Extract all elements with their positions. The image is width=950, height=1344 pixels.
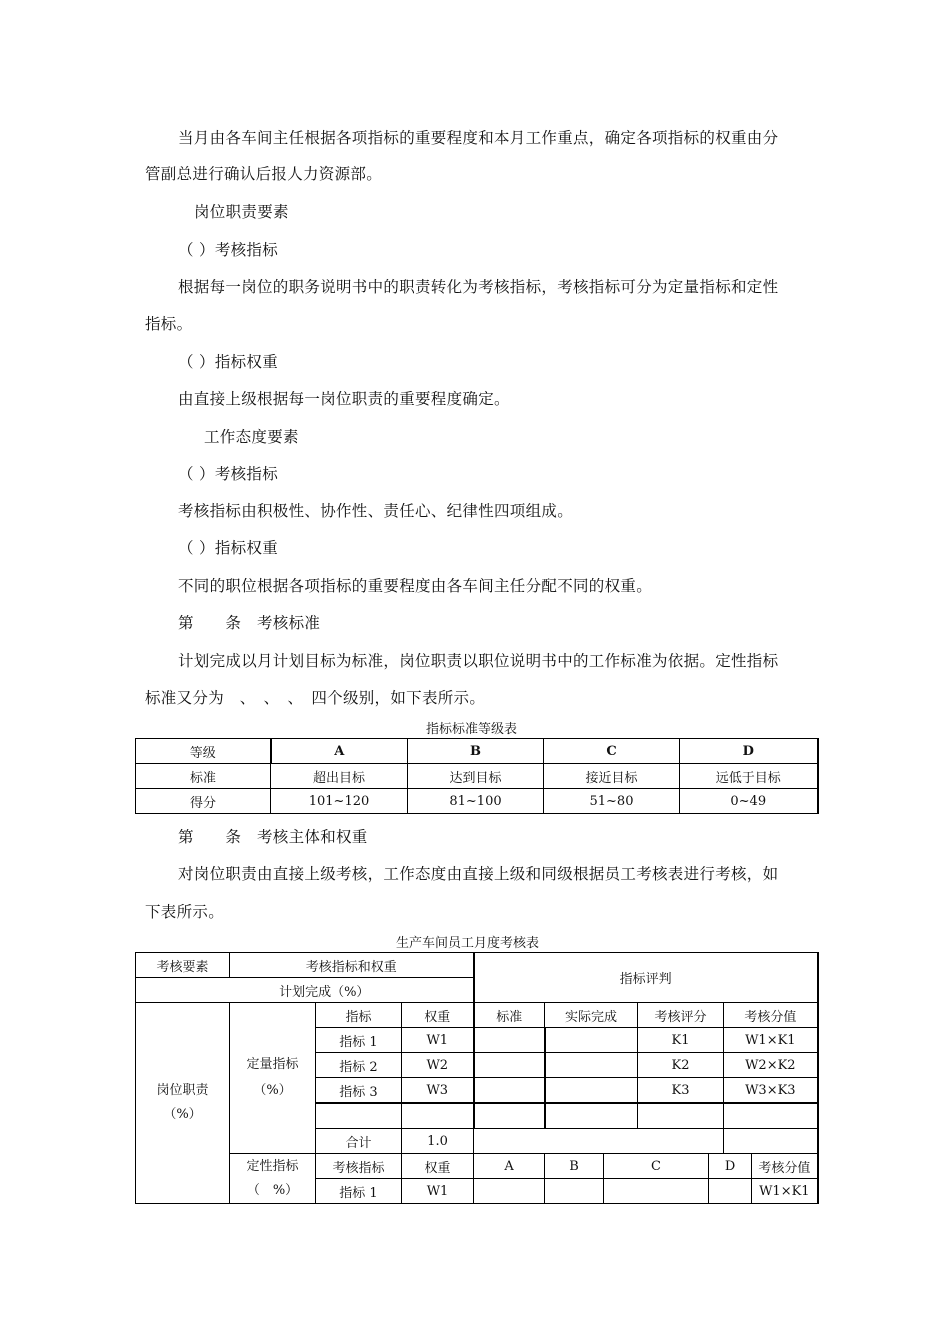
table-cell: 接近目标 bbox=[544, 764, 680, 789]
paragraph-line: 下表所示。 bbox=[145, 903, 225, 921]
paragraph-line: 对岗位职责由直接上级考核，工作态度由直接上级和同级根据员工考核表进行考核，如 bbox=[178, 865, 779, 883]
table-cell: 考核指标和权重 bbox=[230, 953, 474, 978]
table-cell: 标准 bbox=[136, 764, 271, 789]
paragraph-line: 计划完成以月计划目标为标准，岗位职责以职位说明书中的工作标准为依据。定性指标 bbox=[178, 652, 779, 670]
table-row bbox=[136, 789, 818, 814]
quant-label: 定量指标 bbox=[246, 1057, 299, 1072]
table-cell: A bbox=[474, 1154, 545, 1179]
table-cell: W1 bbox=[402, 1028, 474, 1053]
paragraph-line: 由直接上级根据每一岗位职责的重要程度确定。 bbox=[178, 390, 510, 408]
table-cell bbox=[474, 1103, 545, 1129]
table-cell: 等级 bbox=[136, 739, 271, 764]
table-cell: 达到目标 bbox=[408, 764, 544, 789]
table-cell: 101~120 bbox=[271, 789, 408, 814]
table-cell bbox=[638, 1103, 724, 1129]
table-cell: 指标 bbox=[316, 1003, 402, 1028]
table-cell: K3 bbox=[638, 1078, 724, 1104]
subsection-heading: （ ）考核指标 bbox=[178, 241, 279, 259]
table-cell: K1 bbox=[638, 1028, 724, 1053]
table-row bbox=[136, 1003, 818, 1028]
table-cell bbox=[604, 1179, 709, 1204]
post-duty-label: 岗位职责 bbox=[156, 1083, 209, 1098]
paragraph-line: 考核指标由积极性、协作性、责任心、纪律性四项组成。 bbox=[178, 502, 574, 520]
table-cell bbox=[474, 1078, 545, 1104]
table-cell bbox=[136, 1003, 230, 1204]
table-cell: A bbox=[271, 739, 408, 764]
table-cell: 指标 1 bbox=[316, 1028, 402, 1053]
table-cell: B bbox=[545, 1154, 604, 1179]
subsection-heading: （ ）指标权重 bbox=[178, 353, 279, 371]
table-cell: 考核评分 bbox=[638, 1003, 724, 1028]
table-cell bbox=[545, 1103, 638, 1129]
table-cell: 0~49 bbox=[680, 789, 818, 814]
table-cell bbox=[474, 1028, 545, 1053]
table-cell: 计划完成（%） bbox=[136, 978, 474, 1003]
table-cell: 81~100 bbox=[408, 789, 544, 814]
table-cell: 指标 3 bbox=[316, 1078, 402, 1104]
quant-pct: （%） bbox=[253, 1083, 292, 1098]
paragraph-line: 管副总进行确认后报人力资源部。 bbox=[145, 165, 383, 183]
paragraph-line: 根据每一岗位的职务说明书中的职责转化为考核指标，考核指标可分为定量指标和定性 bbox=[178, 278, 779, 296]
section-heading: 岗位职责要素 bbox=[194, 203, 289, 221]
table-row bbox=[136, 764, 818, 789]
subsection-heading: （ ）指标权重 bbox=[178, 539, 279, 557]
table-cell: K2 bbox=[638, 1053, 724, 1078]
table-cell bbox=[724, 1103, 818, 1129]
article-heading: 第 条 考核主体和权重 bbox=[178, 828, 368, 846]
table-cell bbox=[545, 1078, 638, 1104]
table-cell: 指标评判 bbox=[474, 953, 818, 1003]
table-cell: 指标 1 bbox=[316, 1179, 402, 1204]
paragraph-line: 当月由各车间主任根据各项指标的重要程度和本月工作重点，确定各项指标的权重由分 bbox=[178, 129, 779, 147]
table-cell: 超出目标 bbox=[271, 764, 408, 789]
table-row bbox=[136, 953, 818, 978]
table-cell bbox=[402, 1103, 474, 1129]
table-cell: W1 bbox=[402, 1179, 474, 1204]
table-cell bbox=[316, 1103, 402, 1129]
table-cell: C bbox=[544, 739, 680, 764]
grade-standard-table bbox=[135, 738, 819, 814]
monthly-assessment-table bbox=[135, 952, 819, 1204]
table-cell: 权重 bbox=[402, 1154, 474, 1179]
table-cell: W2×K2 bbox=[724, 1053, 818, 1078]
article-heading: 第 条 考核标准 bbox=[178, 614, 321, 632]
table-cell: 考核分值 bbox=[752, 1154, 818, 1179]
subsection-heading: （ ）考核指标 bbox=[178, 465, 279, 483]
qual-label: 定性指标 bbox=[246, 1158, 299, 1174]
table-cell bbox=[545, 1179, 604, 1204]
table-cell: 考核指标 bbox=[316, 1154, 402, 1179]
table-cell bbox=[545, 1028, 638, 1053]
table-cell: 考核分值 bbox=[724, 1003, 818, 1028]
table-cell: D bbox=[680, 739, 818, 764]
table-cell bbox=[474, 1053, 545, 1078]
table-cell: 得分 bbox=[136, 789, 271, 814]
post-duty-pct: （%） bbox=[163, 1107, 202, 1122]
table-cell: W2 bbox=[402, 1053, 474, 1078]
table-cell bbox=[230, 1154, 316, 1204]
table-cell: B bbox=[408, 739, 544, 764]
table2-caption: 生产车间员工月度考核表 bbox=[396, 936, 540, 951]
table1-caption: 指标标准等级表 bbox=[426, 722, 518, 737]
table-cell: W1×K1 bbox=[752, 1179, 818, 1204]
table-cell: C bbox=[604, 1154, 709, 1179]
qual-pct: （ %） bbox=[246, 1182, 299, 1198]
table-cell bbox=[724, 1129, 818, 1154]
table-cell: 51~80 bbox=[544, 789, 680, 814]
table-row bbox=[136, 1154, 818, 1179]
paragraph-line: 指标。 bbox=[145, 315, 193, 333]
table-cell: 合计 bbox=[316, 1129, 402, 1154]
table-cell bbox=[709, 1179, 752, 1204]
table-cell: 实际完成 bbox=[545, 1003, 638, 1028]
table-row bbox=[136, 739, 818, 764]
table-cell: W3 bbox=[402, 1078, 474, 1104]
table-cell: 远低于目标 bbox=[680, 764, 818, 789]
paragraph-line: 不同的职位根据各项指标的重要程度由各车间主任分配不同的权重。 bbox=[178, 577, 653, 595]
table-cell: 标准 bbox=[474, 1003, 545, 1028]
table-cell bbox=[474, 1129, 724, 1154]
table-cell: 1.0 bbox=[402, 1129, 474, 1154]
table-cell: W1×K1 bbox=[724, 1028, 818, 1053]
table-cell bbox=[230, 1003, 316, 1154]
paragraph-line: 标准又分为 、 、 、 四个级别，如下表所示。 bbox=[145, 689, 486, 707]
table-cell: W3×K3 bbox=[724, 1078, 818, 1104]
table-cell: 考核要素 bbox=[136, 953, 230, 978]
table-cell: 指标 2 bbox=[316, 1053, 402, 1078]
table-cell bbox=[474, 1179, 545, 1204]
table-cell: 权重 bbox=[402, 1003, 474, 1028]
table-cell: D bbox=[709, 1154, 752, 1179]
table-cell bbox=[545, 1053, 638, 1078]
section-heading: 工作态度要素 bbox=[204, 428, 299, 446]
